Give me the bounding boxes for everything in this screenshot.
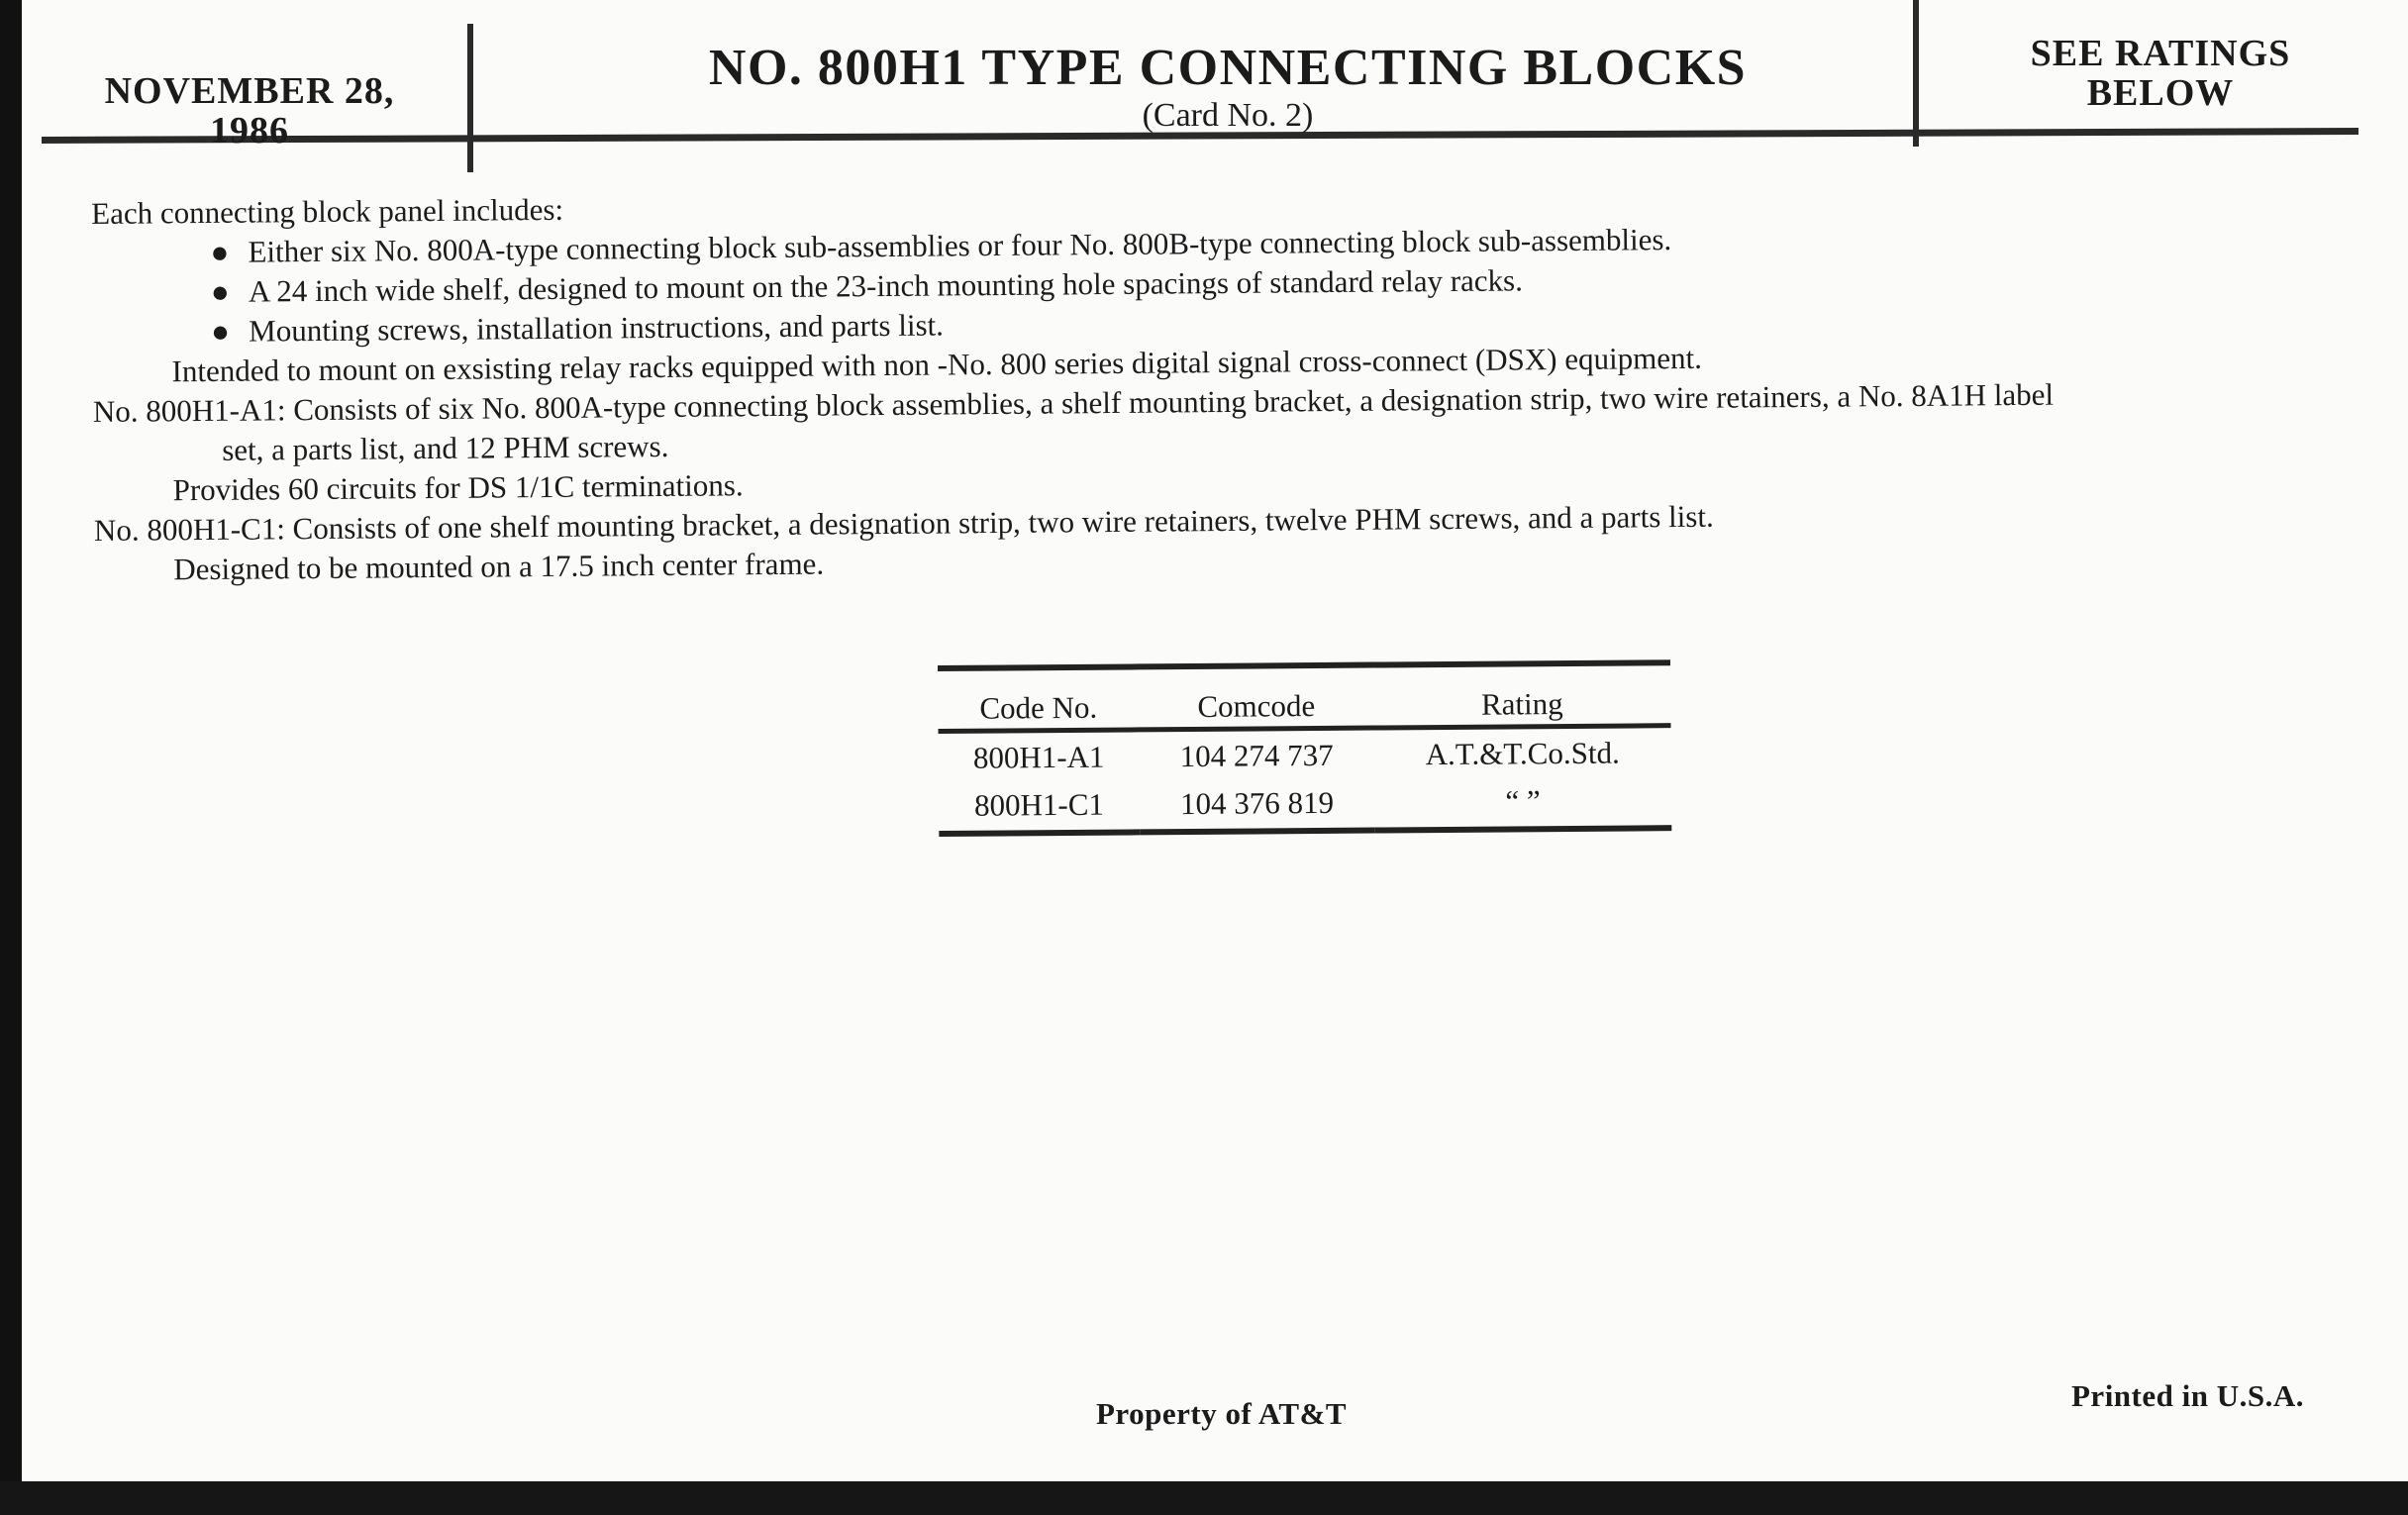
footer-printed: Printed in U.S.A. <box>2071 1378 2304 1413</box>
header-date <box>81 71 418 151</box>
header-ratings-note <box>1953 34 2368 113</box>
column-header-code: Code No. <box>938 666 1139 731</box>
table-cell-rating: A.T.&T.Co.Std. <box>1425 735 1620 772</box>
table-row <box>939 726 1671 781</box>
header-date-line1: NOVEMBER 28, <box>104 70 395 112</box>
ratings-table <box>938 659 1671 837</box>
intro-text: Each connecting block panel includes: <box>91 191 564 231</box>
column-header-rating: Rating <box>1373 662 1670 728</box>
scan-bottom-edge <box>0 1481 2408 1515</box>
intended-note: Intended to mount on exsisting relay racks equipped with non -No. 800 series digital signal cross-connect (DSX) equipment. <box>171 340 1703 389</box>
a1-note: Provides 60 circuits for DS 1/1C terminations. <box>172 467 744 508</box>
table-cell-rating: “ ” <box>1374 775 1671 830</box>
a1-description: No. 800H1-A1: Consists of six No. 800A-type connecting block assemblies, a shelf mounting bracket, a designation strip, two wire retainers, a No. 8A1H label <box>92 376 2055 429</box>
c1-description: No. 800H1-C1: Consists of one shelf mounting bracket, a designation strip, two wire retainers, twelve PHM screws, and a parts list. <box>93 498 1714 548</box>
header-date-line2: 1986 <box>210 110 289 152</box>
ratings-note-line1: SEE RATINGS <box>2030 33 2291 74</box>
list-item-text: Mounting screws, installation instructions, and parts list. <box>249 307 945 349</box>
column-header-comcode: Comcode <box>1139 665 1374 730</box>
ratings-note-line2: BELOW <box>2086 72 2235 114</box>
bullet-icon: ● <box>211 313 231 349</box>
table-row <box>939 775 1671 834</box>
a1-description-continued: set, a parts list, and 12 PHM screws. <box>222 428 669 467</box>
table-cell-code: 800H1-C1 <box>939 779 1140 834</box>
description-body <box>91 174 2322 590</box>
header-title-block <box>493 40 1962 135</box>
c1-note: Designed to be mounted on a 17.5 inch center frame. <box>173 546 825 587</box>
list-item-text: Either six No. 800A-type connecting block sub-assemblies or four No. 800B-type connecting block sub-assemblies. <box>248 222 1672 269</box>
includes-list <box>91 214 2320 353</box>
ratings-table-wrap <box>938 659 1671 837</box>
bullet-icon: ● <box>210 273 230 309</box>
scan-left-edge <box>0 0 22 1515</box>
table-cell-comcode: 104 274 737 <box>1179 737 1334 774</box>
header-divider-left <box>467 24 473 172</box>
table-cell-comcode: 104 376 819 <box>1140 778 1375 833</box>
page-subtitle: (Card No. 2) <box>1142 97 1314 134</box>
table-cell-code: 800H1-A1 <box>972 739 1105 775</box>
bullet-icon: ● <box>210 234 230 269</box>
footer-property: Property of AT&T <box>1096 1396 1348 1431</box>
table-header-row <box>938 662 1670 731</box>
page-title: NO. 800H1 TYPE CONNECTING BLOCKS <box>708 40 1748 96</box>
catalog-card <box>22 0 2408 1481</box>
list-item-text: A 24 inch wide shelf, designed to mount on the 23-inch mounting hole spacings of standard relay racks. <box>248 262 1524 309</box>
